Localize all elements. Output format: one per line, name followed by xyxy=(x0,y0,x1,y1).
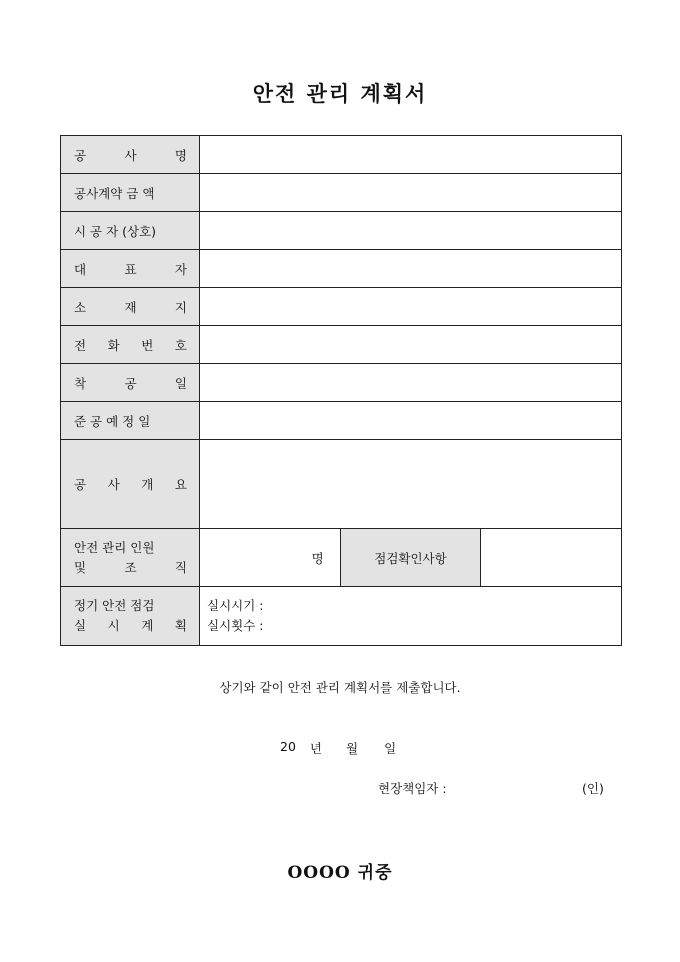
row-project-name xyxy=(61,136,622,174)
row-inspection-plan xyxy=(61,587,622,646)
plan-timing: 실시시기 : xyxy=(207,598,264,613)
row-location xyxy=(61,288,622,326)
label-phone: 전 화 번 호 xyxy=(61,326,200,364)
plan-count: 실시횟수 : xyxy=(207,618,264,633)
label-inspection: 점검확인사항 xyxy=(340,529,481,587)
label-overview: 공 사 개 요 xyxy=(61,440,200,529)
row-start-date xyxy=(61,364,622,402)
field-overview[interactable] xyxy=(200,440,622,529)
submission-statement: 상기와 같이 안전 관리 계획서를 제출합니다. xyxy=(219,680,461,695)
label-project-name: 공 사 명 xyxy=(61,136,200,174)
label-location: 소 재 지 xyxy=(61,288,200,326)
label-start-date: 착 공 일 xyxy=(61,364,200,402)
responsible-person-label: 현장책임자 : xyxy=(378,781,447,796)
label-representative: 대 표 자 xyxy=(61,250,200,288)
row-phone xyxy=(61,326,622,364)
date-day: 일 xyxy=(384,741,397,756)
row-overview xyxy=(61,440,622,529)
field-start-date[interactable] xyxy=(200,364,622,402)
field-representative[interactable] xyxy=(200,250,622,288)
field-inspection[interactable] xyxy=(481,529,622,587)
field-staff-count[interactable] xyxy=(200,529,341,587)
label-inspection-plan: 정기 안전 점검 실 시 계 획 xyxy=(61,587,200,646)
label-staff: 안전 관리 인원 및 조 직 xyxy=(61,529,200,587)
date-year: 년 xyxy=(309,741,322,756)
field-contract-amount[interactable] xyxy=(200,174,622,212)
row-staff xyxy=(61,529,622,587)
field-completion-date[interactable] xyxy=(200,402,622,440)
date-month: 월 xyxy=(345,741,359,756)
row-contract-amount xyxy=(61,174,622,212)
label-contractor: 시 공 자 (상호) xyxy=(61,212,200,250)
seal-mark: (인) xyxy=(582,781,604,796)
date-line xyxy=(280,739,396,757)
document-title: 안전 관리 계획서 xyxy=(252,81,428,106)
recipient-closing: OOOO 귀중 xyxy=(287,863,393,883)
row-completion-date xyxy=(61,402,622,440)
field-contractor[interactable] xyxy=(200,212,622,250)
date-year-prefix: 20 xyxy=(280,739,296,754)
label-completion-date: 준 공 예 정 일 xyxy=(61,402,200,440)
safety-plan-form xyxy=(60,135,622,646)
staff-unit: 명 xyxy=(311,550,324,566)
field-project-name[interactable] xyxy=(200,136,622,174)
label-contract-amount: 공사계약 금 액 xyxy=(61,174,200,212)
field-inspection-plan[interactable] xyxy=(200,587,622,646)
field-location[interactable] xyxy=(200,288,622,326)
row-representative xyxy=(61,250,622,288)
field-phone[interactable] xyxy=(200,326,622,364)
row-contractor xyxy=(61,212,622,250)
